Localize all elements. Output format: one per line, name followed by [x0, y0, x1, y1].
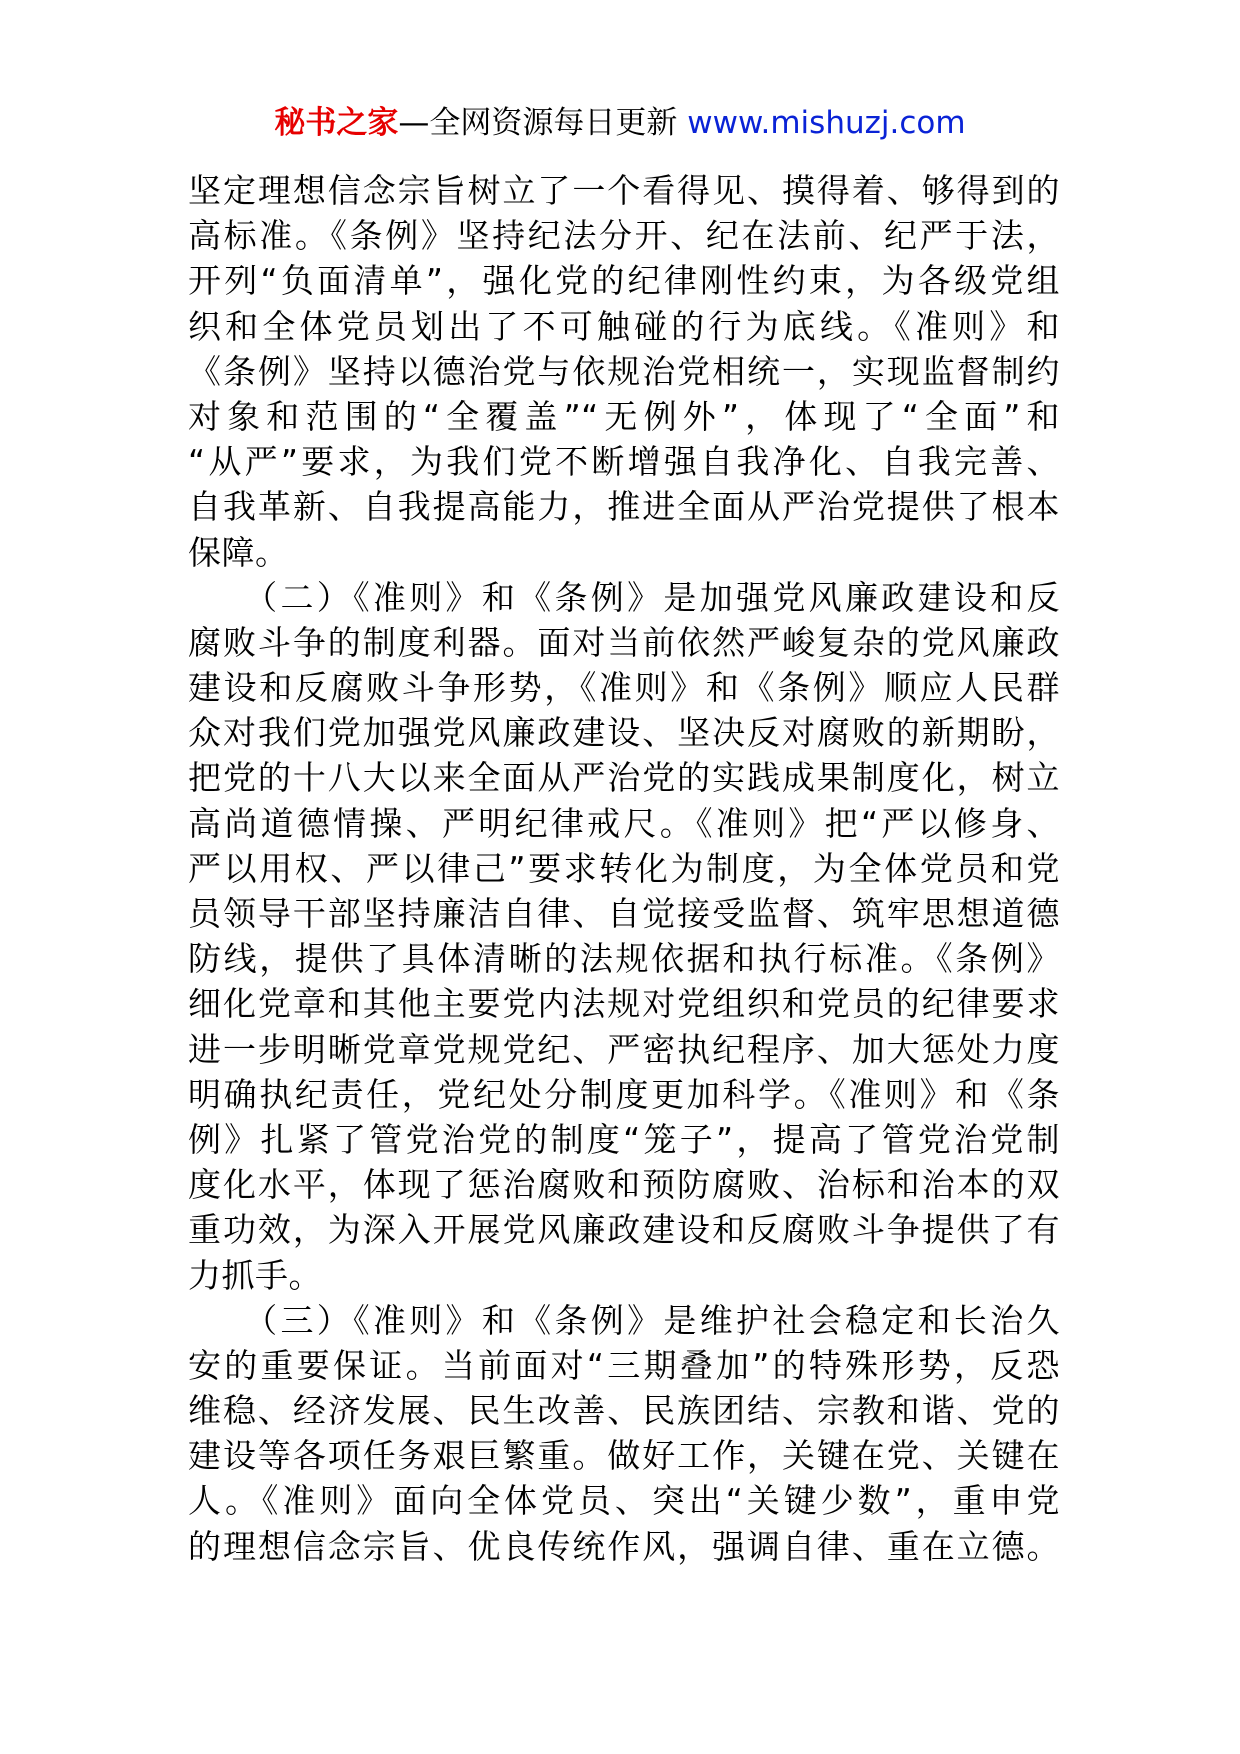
body-line: 高尚道德情操、严明纪律戒尺。《准则》把“严以修身、	[188, 803, 1060, 843]
page-header	[0, 103, 1240, 143]
document-body	[188, 168, 1060, 1569]
body-line: 防线，提供了具体清晰的法规依据和执行标准。《条例》	[188, 939, 1060, 979]
body-line: 度化水平，体现了惩治腐败和预防腐败、治标和治本的双	[188, 1165, 1060, 1205]
body-line: 建设和反腐败斗争形势，《准则》和《条例》顺应人民群	[188, 668, 1060, 708]
body-line: 员领导干部坚持廉洁自律、自觉接受监督、筑牢思想道德	[188, 894, 1060, 933]
body-line: 例》扎紧了管党治党的制度“笼子”，提高了管党治党制	[188, 1119, 1060, 1159]
body-line: 力抓手。	[188, 1255, 322, 1295]
brand-name: 秘书之家	[274, 105, 399, 141]
body-line: 把党的十八大以来全面从严治党的实践成果制度化，树立	[188, 758, 1060, 798]
body-line: 众对我们党加强党风廉政建设、坚决反对腐败的新期盼，	[188, 713, 1060, 753]
body-line: 重功效，为深入开展党风廉政建设和反腐败斗争提供了有	[188, 1210, 1060, 1250]
site-url-link[interactable]: www.mishuzj.com	[687, 105, 966, 141]
body-line: 细化党章和其他主要党内法规对党组织和党员的纪律要求	[188, 984, 1060, 1024]
body-line: 织和全体党员划出了不可触碰的行为底线。《准则》和	[188, 306, 1060, 346]
body-line: 人。《准则》面向全体党员、突出“关键少数”，重申党	[188, 1481, 1060, 1521]
body-line: 安的重要保证。当前面对“三期叠加”的特殊形势，反恐	[188, 1345, 1060, 1385]
body-line: “从严”要求，为我们党不断增强自我净化、自我完善、	[188, 442, 1060, 482]
body-line: 维稳、经济发展、民生改善、民族团结、宗教和谐、党的	[188, 1391, 1060, 1431]
body-line: 保障。	[188, 532, 289, 572]
section-heading-line: （二）《准则》和《条例》是加强党风廉政建设和反	[188, 577, 1060, 617]
body-line: 开列“负面清单”，强化党的纪律刚性约束，为各级党组	[188, 261, 1060, 301]
header-tagline: —全网资源每日更新	[398, 105, 688, 141]
body-line: 自我革新、自我提高能力，推进全面从严治党提供了根本	[188, 487, 1060, 527]
section-heading-line: （三）《准则》和《条例》是维护社会稳定和长治久	[188, 1300, 1060, 1340]
body-line: 明确执纪责任，党纪处分制度更加科学。《准则》和《条	[188, 1074, 1060, 1114]
body-line: 建设等各项任务艰巨繁重。做好工作，关键在党、关键在	[188, 1436, 1060, 1476]
body-line: 严以用权、严以律己”要求转化为制度，为全体党员和党	[188, 848, 1060, 888]
body-line: 进一步明晰党章党规党纪、严密执纪程序、加大惩处力度	[188, 1029, 1060, 1069]
body-line: 腐败斗争的制度利器。面对当前依然严峻复杂的党风廉政	[188, 622, 1060, 662]
body-line: 的理想信念宗旨、优良传统作风，强调自律、重在立德。	[188, 1526, 1060, 1566]
body-line: 坚定理想信念宗旨树立了一个看得见、摸得着、够得到的	[188, 171, 1060, 210]
body-line: 对象和范围的“全覆盖”“无例外”，体现了“全面”和	[188, 396, 1060, 436]
body-line: 高标准。《条例》坚持纪法分开、纪在法前、纪严于法，	[188, 216, 1060, 256]
body-line: 《条例》坚持以德治党与依规治党相统一，实现监督制约	[188, 351, 1060, 391]
